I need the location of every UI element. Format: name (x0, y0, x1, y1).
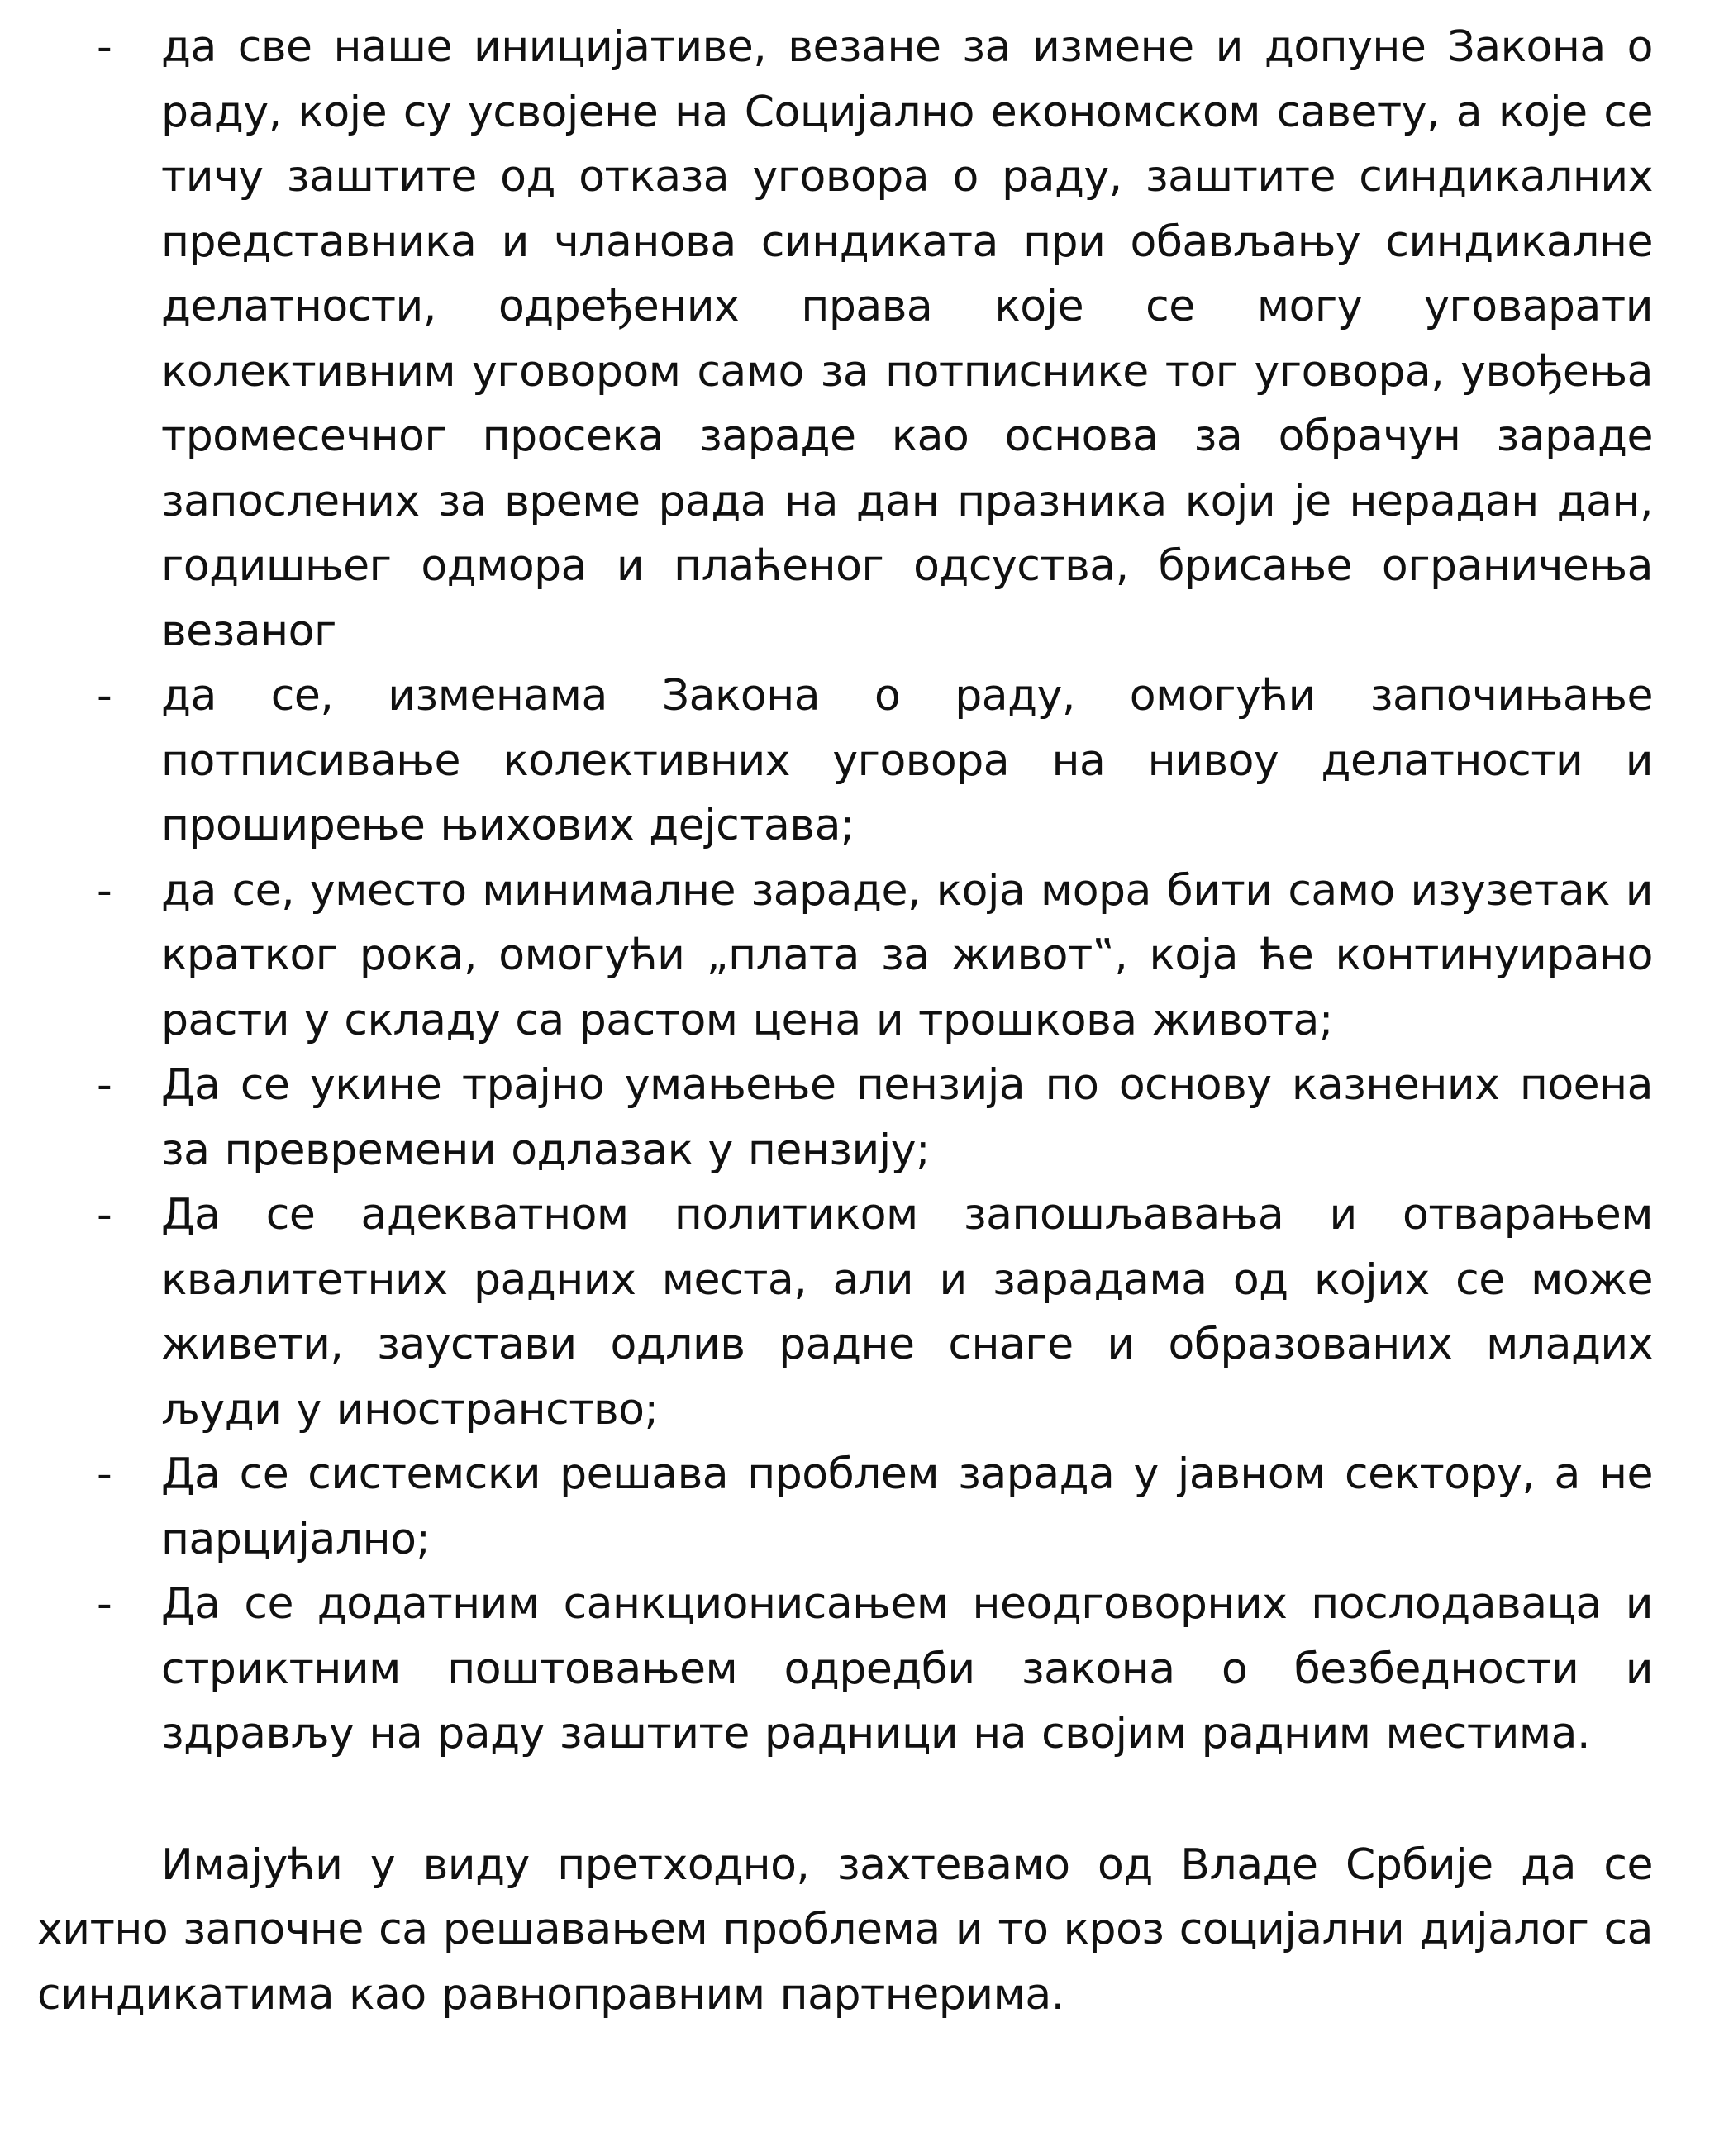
list-item (37, 1572, 1653, 1767)
bullet-marker: - (97, 1060, 112, 1110)
list-item-text: Да се додатним санкционисањем неодговорних послодаваца и стриктним поштовањем одредби закона о безбедности и здрављу на раду заштите радници на својим радним местима. (161, 1579, 1653, 1759)
bullet-marker: - (97, 865, 112, 916)
list-item (37, 1053, 1653, 1183)
bullet-marker: - (97, 671, 112, 721)
list-item (37, 1442, 1653, 1572)
list-item (37, 859, 1653, 1054)
list-item-text: Да се укине трајно умањење пензија по основу казнених поена за превремени одлазак у пензију; (161, 1060, 1653, 1175)
list-item-text: Да се системски решава проблем зарада у јавном сектору, а не парцијално; (161, 1449, 1653, 1564)
list-item-text: Да се адекватном политиком запошљавања и отварањем квалитетних радних места, али и зарадама од којих се може живети, заустави одлив радне снаге и образованих младих људи у иностранство; (161, 1190, 1653, 1435)
list-item-text: да све наше иницијативе, везане за измене и допуне Закона о раду, које су усвојене на Социјално економском савету, а које се тичу заштите од отказа уговора о раду, заштите синдикалних представника и чланова синдиката при обављању синдикалне делатности, одређених права које се могу уговарати колективним уговором само за потписнике тог уговора, увођења тромесечног просека зараде као основа за обрачун зараде запослених за време рада на дан празника који је нерадан дан, годишњег одмора и плаћеног одсуства, брисање ограничења везаног (161, 22, 1653, 656)
bullet-marker: - (97, 22, 112, 72)
bullet-marker: - (97, 1190, 112, 1240)
list-item-text: да се, уместо минималне зараде, која мора бити само изузетак и кратког рока, омогући „плата за живот‟, која ће континуирано расти у складу са растом цена и трошкова живота; (161, 865, 1653, 1045)
bullet-marker: - (97, 1449, 112, 1499)
list-item-text: да се, изменама Закона о раду, омогући започињање потписивање колективних уговора на нивоу делатности и проширење њихових дејстава; (161, 671, 1653, 850)
list-item (37, 15, 1653, 664)
closing-paragraph: Имајући у виду претходно, захтевамо од Владе Србије да се хитно започне са решавањем проблема и то кроз социјални дијалог са синдикатима као равноправним партнерима. (37, 1840, 1653, 2020)
demands-list (37, 15, 1653, 1767)
list-item (37, 664, 1653, 859)
bullet-marker: - (97, 1579, 112, 1629)
list-item (37, 1183, 1653, 1442)
document-page (37, 15, 1653, 2070)
